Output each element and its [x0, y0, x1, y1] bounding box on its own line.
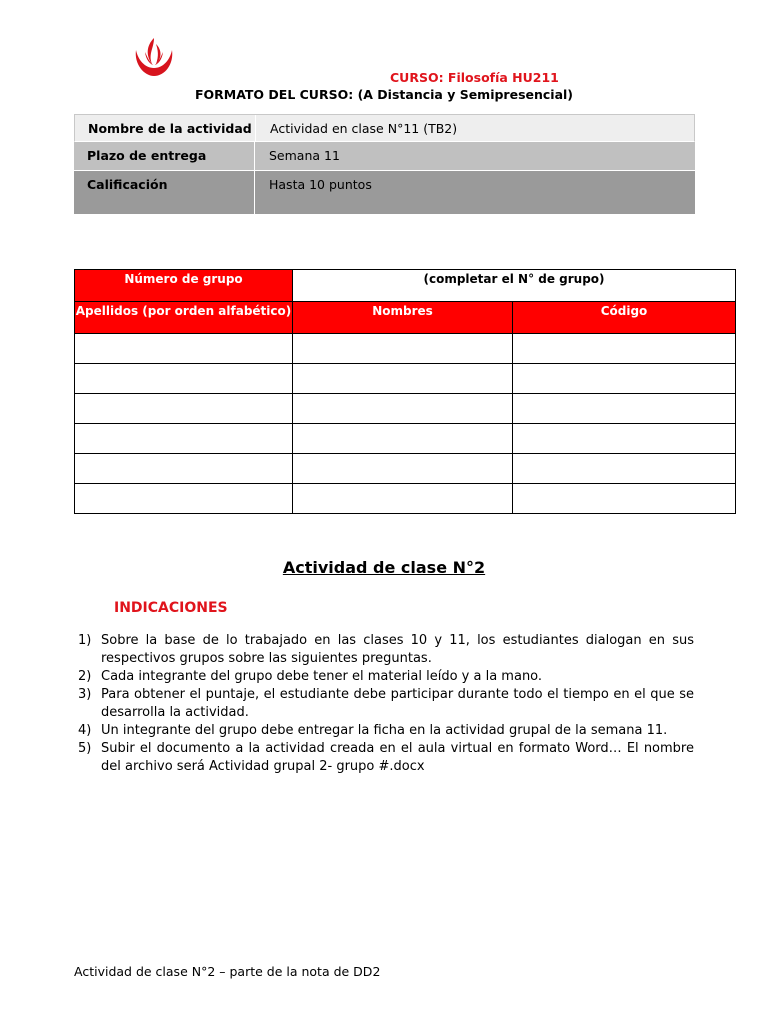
code-cell[interactable] — [513, 424, 736, 454]
course-format: FORMATO DEL CURSO: (A Distancia y Semipresencial) — [194, 87, 574, 102]
table-row — [75, 364, 736, 394]
name-cell[interactable] — [293, 364, 513, 394]
code-cell[interactable] — [513, 364, 736, 394]
surname-cell[interactable] — [75, 424, 293, 454]
table-row — [75, 334, 736, 364]
surname-cell[interactable] — [75, 454, 293, 484]
info-row-activity-name — [74, 114, 695, 142]
info-value: Hasta 10 puntos — [269, 177, 372, 192]
table-row — [75, 424, 736, 454]
name-cell[interactable] — [293, 424, 513, 454]
upc-flame-logo-icon — [132, 36, 176, 78]
info-label: Plazo de entrega — [74, 142, 255, 170]
info-label: Nombre de la actividad — [75, 115, 256, 141]
list-item — [74, 632, 694, 668]
step-text: Cada integrante del grupo debe tener el material leído y a la mano. — [101, 669, 543, 684]
code-cell[interactable] — [513, 334, 736, 364]
table-row — [75, 394, 736, 424]
header-names: Nombres — [293, 302, 513, 334]
page-footer: Actividad de clase N°2 – parte de la nota de DD2 — [74, 964, 381, 979]
info-label: Calificación — [74, 171, 255, 214]
info-row-deadline — [74, 142, 695, 171]
step-text: Subir el documento a la actividad creada en el aula virtual en formato Word… El nombre del archivo será Actividad grupal 2- grupo #.docx — [101, 741, 694, 774]
group-number-row — [75, 270, 736, 302]
step-text: Sobre la base de lo trabajado en las clases 10 y 11, los estudiantes dialogan en sus respectivos grupos sobre las siguientes preguntas. — [101, 633, 694, 666]
indications-list — [74, 632, 694, 776]
name-cell[interactable] — [293, 394, 513, 424]
list-item — [74, 740, 694, 776]
name-cell[interactable] — [293, 484, 513, 514]
info-row-grade — [74, 171, 695, 215]
name-cell[interactable] — [293, 454, 513, 484]
code-cell[interactable] — [513, 394, 736, 424]
surname-cell[interactable] — [75, 394, 293, 424]
list-item — [74, 668, 694, 686]
surname-cell[interactable] — [75, 364, 293, 394]
surname-cell[interactable] — [75, 334, 293, 364]
step-text: Para obtener el puntaje, el estudiante debe participar durante todo el tiempo en el que se desarrolla la actividad. — [101, 687, 694, 720]
code-cell[interactable] — [513, 484, 736, 514]
step-number: 4) — [78, 723, 92, 738]
group-number-field[interactable]: (completar el N° de grupo) — [293, 270, 736, 302]
code-cell[interactable] — [513, 454, 736, 484]
activity-info-table — [74, 114, 695, 215]
indications-heading: INDICACIONES — [114, 600, 228, 616]
list-item — [74, 722, 694, 740]
info-value: Actividad en clase N°11 (TB2) — [270, 121, 458, 136]
course-title: CURSO: Filosofía HU211 — [390, 70, 559, 85]
table-header-row — [75, 302, 736, 334]
info-value: Semana 11 — [269, 148, 340, 163]
activity-title: Actividad de clase N°2 — [282, 558, 486, 577]
name-cell[interactable] — [293, 334, 513, 364]
table-row — [75, 484, 736, 514]
surname-cell[interactable] — [75, 484, 293, 514]
group-members-table — [74, 269, 736, 514]
group-number-label: Número de grupo — [75, 270, 293, 302]
list-item — [74, 686, 694, 722]
step-number: 3) — [78, 687, 92, 702]
step-number: 1) — [78, 633, 92, 648]
step-text: Un integrante del grupo debe entregar la ficha en la actividad grupal de la semana 11. — [101, 723, 668, 738]
step-number: 2) — [78, 669, 92, 684]
table-row — [75, 454, 736, 484]
step-number: 5) — [78, 741, 92, 756]
header-code: Código — [513, 302, 736, 334]
header-surnames: Apellidos (por orden alfabético) — [75, 302, 293, 334]
